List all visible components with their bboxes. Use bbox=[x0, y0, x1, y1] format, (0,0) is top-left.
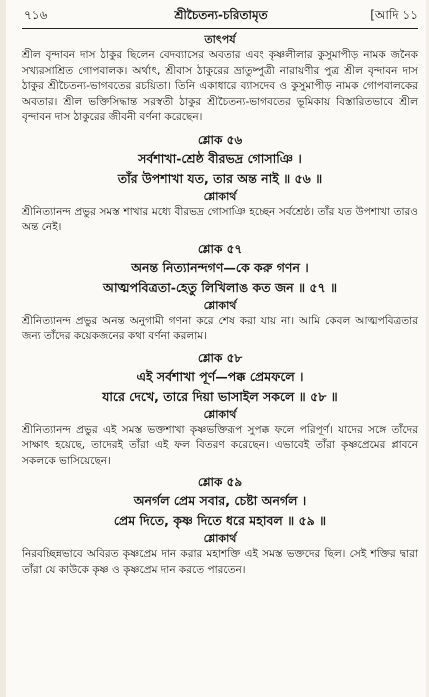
page-edge-shadow bbox=[0, 0, 6, 697]
verse-heading: শ্লোক ৫৬ bbox=[197, 132, 243, 147]
verse-line: অনর্গল প্রেম সবার, চেষ্টা অনর্গল । bbox=[133, 493, 307, 508]
translation-heading: শ্লোকার্থ bbox=[203, 532, 237, 545]
verse-block bbox=[22, 473, 418, 578]
purport-paragraph: শ্রীল বৃন্দাবন দাস ঠাকুর ছিলেন বেদব্যাসের অবতার এবং কৃষ্ণলীলার কুসুমাপীড় নামক জনৈক সখ্যরসাশ্রিত গোপবালক। অর্থাৎ, শ্রীবাস ঠাকুরের ভ্রাতুষ্পুত্রী নারায়ণীর পুত্র শ্রীল বৃন্দাবন দাস ঠাকুর শ্রীচৈতন্য-ভাগবতের রচয়িতা। তিনি একাধারে ব্যাসদেব ও কুসুমাপীড় নামক গোপবালকের অবতার। শ্রীল ভক্তিসিদ্ধান্ত সরস্বতী ঠাকুর শ্রীচৈতন্য-ভাগবতের ভূমিকায় বিস্তারিতভাবে শ্রীল বৃন্দাবন দাস ঠাকুরের জীবনী বর্ণনা করেছেন। bbox=[22, 49, 418, 123]
verse-line: যারে দেখে, তারে দিয়া ভাসাইল সকলে ॥ ৫৮ ॥ bbox=[102, 388, 338, 404]
page-number: ৭১৬ bbox=[24, 8, 48, 22]
translation-heading: শ্লোকার্থ bbox=[203, 407, 237, 421]
verse-heading: শ্লোক ৫৭ bbox=[197, 241, 243, 256]
verse-line: এই সর্বশাখা পূর্ণ—পক্ক প্রেমফলে । bbox=[136, 368, 304, 384]
running-header bbox=[24, 4, 418, 26]
translation-heading: শ্লোকার্থ bbox=[203, 298, 237, 312]
translation-paragraph: শ্রীনিত্যানন্দ প্রভুর অনন্ত অনুগামী গণনা করে শেষ করা যায় না। আমি কেবল আত্মপবিত্রতার জন্য তাঁদের কয়েকজনের কথা বর্ণনা করলাম। bbox=[22, 314, 418, 342]
translation-paragraph: শ্রীনিত্যানন্দ প্রভুর এই সমস্ত ভক্তশাখা কৃষ্ণভক্তিরূপ সুপক্ক ফলে পরিপূর্ণ। যাদের সঙ্গে তাঁদের সাক্ষাৎ হয়েছে, তাদেরই তাঁরা এই ফল বিতরণ করেছেন। এভাবেই তাঁরা কৃষ্ণপ্রেমের প্লাবনে সকলকে ভাসিয়েছেন। bbox=[22, 423, 418, 467]
verse-heading: শ্লোক ৫৮ bbox=[197, 350, 243, 365]
translation-paragraph: শ্রীনিত্যানন্দ প্রভুর সমস্ত শাখার মধ্যে বীরভদ্র গোসাঞি হচ্ছেন সর্বশ্রেষ্ঠ। তাঁর যত উপশাখা তারও অন্ত নেই। bbox=[22, 205, 418, 233]
verse-line: অনন্ত নিত্যানন্দগণ—কে করু গণন । bbox=[131, 259, 309, 275]
header-rule bbox=[22, 28, 418, 29]
verse-line: আত্মপবিত্রতা-হেতু লিখিলাঙ কত জন ॥ ৫৭ ॥ bbox=[102, 279, 338, 295]
verse-heading: শ্লোক ৫৯ bbox=[197, 475, 243, 489]
verse-block bbox=[22, 240, 418, 345]
translation-paragraph: নিরবচ্ছিন্নভাবে অবিরত কৃষ্ণপ্রেম দান করার মহাশক্তি এই সমস্ত ভক্তদের ছিল। সেই শক্তির দ্বারা তাঁরা যে কাউকে কৃষ্ণ ও কৃষ্ণপ্রেম দান করতে পারতেন। bbox=[22, 548, 418, 576]
verse-block bbox=[22, 349, 418, 470]
translation-heading: শ্লোকার্থ bbox=[203, 189, 237, 203]
verse-line: তাঁর উপশাখা যত, তার অন্ত নাই ॥ ৫৬ ॥ bbox=[117, 170, 323, 186]
purport-heading: তাৎপর্য bbox=[204, 33, 236, 46]
book-title: শ্রীচৈতন্য-চরিতামৃত bbox=[174, 8, 268, 22]
verse-line: প্রেম দিতে, কৃষ্ণ দিতে ধরে মহাবল ॥ ৫৯ ॥ bbox=[113, 513, 327, 528]
verse-block bbox=[22, 131, 418, 236]
page-content bbox=[22, 32, 418, 578]
verse-line: সর্বশাখা-শ্রেষ্ঠ বীরভদ্র গোসাঞি । bbox=[138, 150, 302, 166]
chapter-reference: [আদি ১১ bbox=[370, 8, 418, 22]
